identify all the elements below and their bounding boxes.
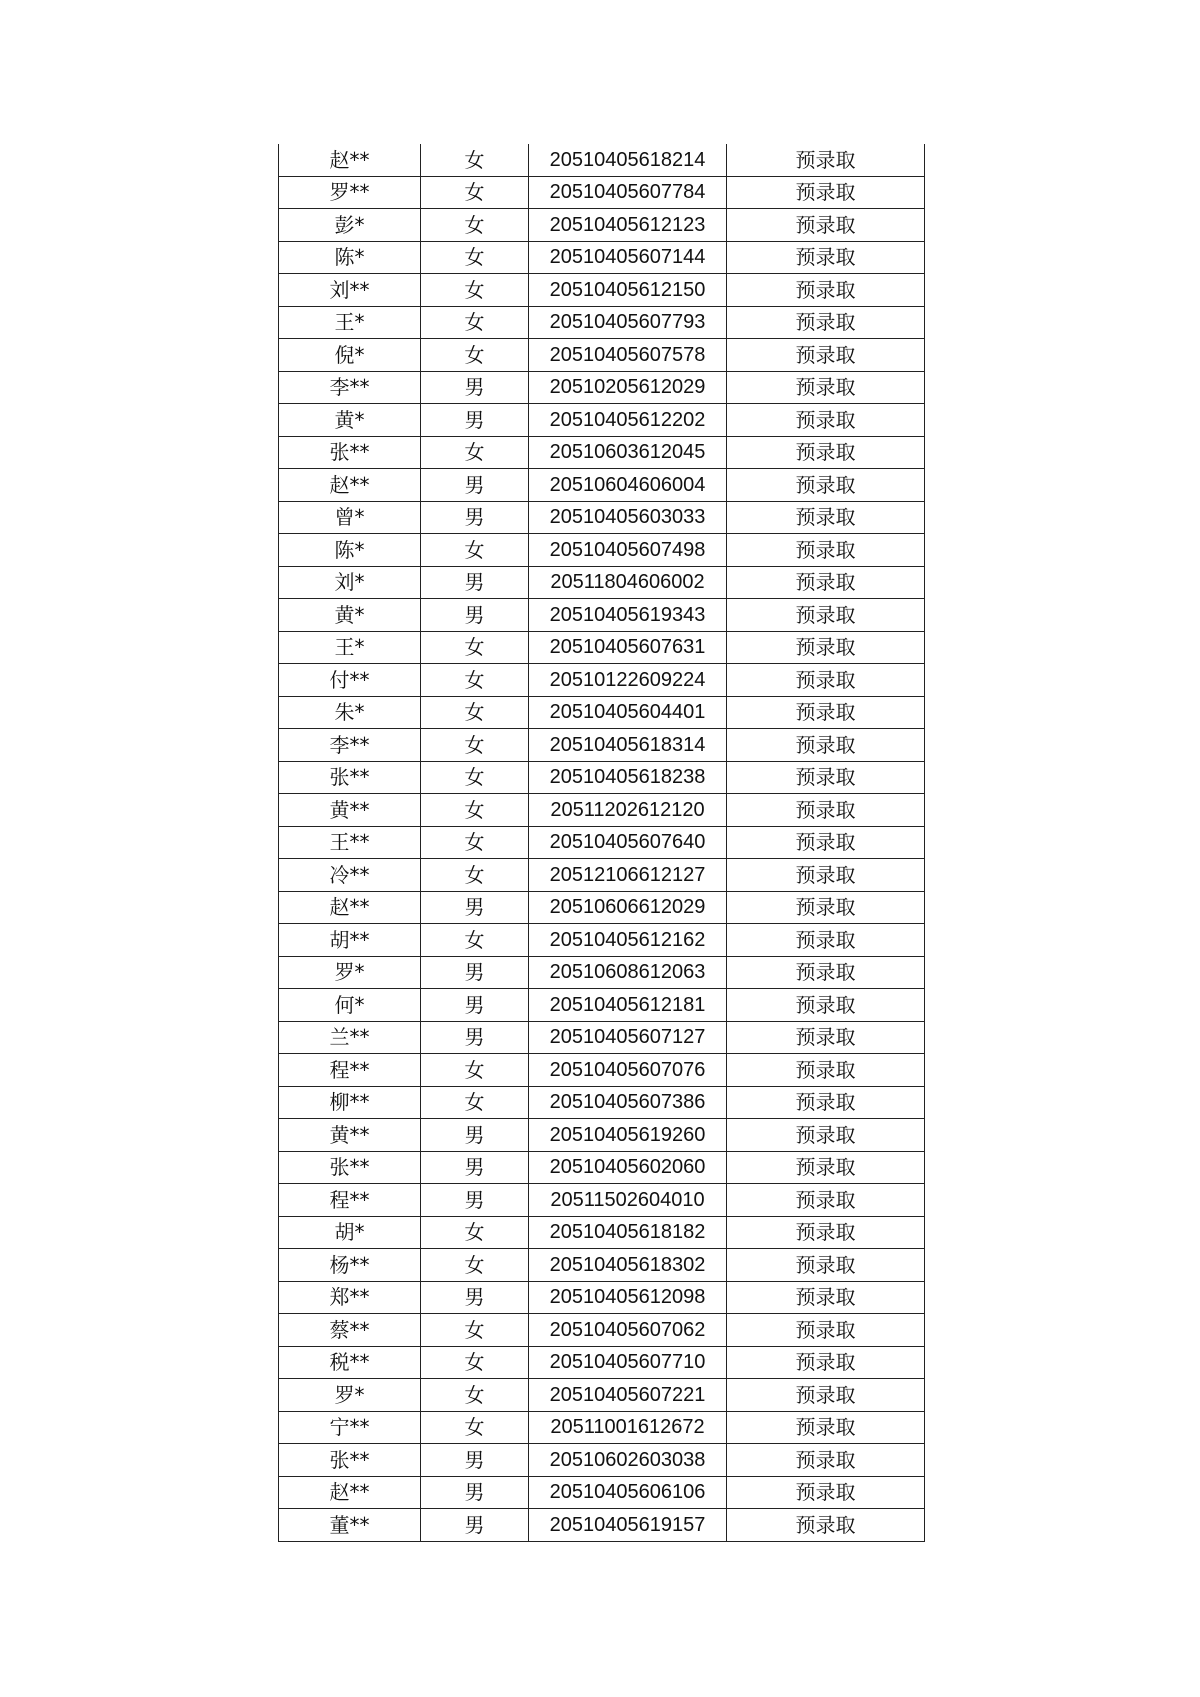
student-name-cell: 黄** [279, 1119, 421, 1152]
gender-cell: 女 [421, 631, 529, 664]
table-row [279, 534, 925, 567]
exam-id-cell: 20510405619157 [529, 1509, 727, 1542]
student-name-cell: 刘* [279, 566, 421, 599]
admission-status-cell: 预录取 [727, 664, 925, 697]
admission-status-cell: 预录取 [727, 1151, 925, 1184]
student-name-cell: 刘** [279, 274, 421, 307]
exam-id-cell: 20510603612045 [529, 436, 727, 469]
admission-status-cell: 预录取 [727, 729, 925, 762]
table-row [279, 729, 925, 762]
gender-cell: 女 [421, 924, 529, 957]
exam-id-cell: 20510405619343 [529, 599, 727, 632]
table-row [279, 1216, 925, 1249]
admission-status-cell: 预录取 [727, 404, 925, 437]
student-name-cell: 胡** [279, 924, 421, 957]
gender-cell: 男 [421, 566, 529, 599]
table-row [279, 1184, 925, 1217]
admission-status-cell: 预录取 [727, 371, 925, 404]
admission-status-cell: 预录取 [727, 144, 925, 176]
gender-cell: 男 [421, 1021, 529, 1054]
gender-cell: 男 [421, 989, 529, 1022]
gender-cell: 女 [421, 534, 529, 567]
exam-id-cell: 20510405618182 [529, 1216, 727, 1249]
table-row [279, 241, 925, 274]
gender-cell: 男 [421, 599, 529, 632]
gender-cell: 女 [421, 241, 529, 274]
student-name-cell: 曾* [279, 501, 421, 534]
student-name-cell: 罗* [279, 1379, 421, 1412]
table-row [279, 1281, 925, 1314]
admission-status-cell: 预录取 [727, 924, 925, 957]
student-name-cell: 董** [279, 1509, 421, 1542]
student-name-cell: 赵** [279, 144, 421, 176]
exam-id-cell: 20510405612150 [529, 274, 727, 307]
student-name-cell: 王** [279, 826, 421, 859]
table-row [279, 891, 925, 924]
table-row [279, 1411, 925, 1444]
exam-id-cell: 20510405607127 [529, 1021, 727, 1054]
gender-cell: 女 [421, 664, 529, 697]
admission-status-cell: 预录取 [727, 1119, 925, 1152]
table-row [279, 631, 925, 664]
table-row [279, 176, 925, 209]
student-name-cell: 黄** [279, 794, 421, 827]
table-row [279, 956, 925, 989]
admission-status-cell: 预录取 [727, 891, 925, 924]
table-row [279, 599, 925, 632]
admission-status-cell: 预录取 [727, 209, 925, 242]
gender-cell: 女 [421, 274, 529, 307]
exam-id-cell: 20510405618314 [529, 729, 727, 762]
exam-id-cell: 20510602603038 [529, 1444, 727, 1477]
admission-status-cell: 预录取 [727, 599, 925, 632]
student-name-cell: 程** [279, 1184, 421, 1217]
gender-cell: 男 [421, 469, 529, 502]
admission-table [278, 144, 925, 1542]
admission-status-cell: 预录取 [727, 1281, 925, 1314]
exam-id-cell: 20510405607386 [529, 1086, 727, 1119]
table-row [279, 859, 925, 892]
exam-id-cell: 20510405607578 [529, 339, 727, 372]
student-name-cell: 程** [279, 1054, 421, 1087]
admission-status-cell: 预录取 [727, 859, 925, 892]
student-name-cell: 兰** [279, 1021, 421, 1054]
admission-status-cell: 预录取 [727, 1314, 925, 1347]
admission-status-cell: 预录取 [727, 956, 925, 989]
student-name-cell: 张** [279, 761, 421, 794]
exam-id-cell: 20510405606106 [529, 1476, 727, 1509]
table-row [279, 696, 925, 729]
admission-status-cell: 预录取 [727, 176, 925, 209]
gender-cell: 男 [421, 1184, 529, 1217]
exam-id-cell: 20511804606002 [529, 566, 727, 599]
gender-cell: 男 [421, 1476, 529, 1509]
gender-cell: 男 [421, 1151, 529, 1184]
exam-id-cell: 20511202612120 [529, 794, 727, 827]
student-name-cell: 柳** [279, 1086, 421, 1119]
exam-id-cell: 20510405612098 [529, 1281, 727, 1314]
student-name-cell: 黄* [279, 404, 421, 437]
exam-id-cell: 20510405602060 [529, 1151, 727, 1184]
exam-id-cell: 20510606612029 [529, 891, 727, 924]
student-name-cell: 彭* [279, 209, 421, 242]
admission-status-cell: 预录取 [727, 534, 925, 567]
gender-cell: 男 [421, 1119, 529, 1152]
student-name-cell: 张** [279, 436, 421, 469]
gender-cell: 男 [421, 1281, 529, 1314]
gender-cell: 女 [421, 794, 529, 827]
admission-status-cell: 预录取 [727, 339, 925, 372]
gender-cell: 男 [421, 891, 529, 924]
exam-id-cell: 20511502604010 [529, 1184, 727, 1217]
gender-cell: 女 [421, 1054, 529, 1087]
table-row [279, 566, 925, 599]
student-name-cell: 赵** [279, 469, 421, 502]
exam-id-cell: 20510405607221 [529, 1379, 727, 1412]
gender-cell: 女 [421, 144, 529, 176]
table-row [279, 371, 925, 404]
student-name-cell: 李** [279, 371, 421, 404]
exam-id-cell: 20510405607076 [529, 1054, 727, 1087]
gender-cell: 女 [421, 696, 529, 729]
student-name-cell: 李** [279, 729, 421, 762]
student-name-cell: 王* [279, 631, 421, 664]
student-name-cell: 赵** [279, 891, 421, 924]
student-name-cell: 胡* [279, 1216, 421, 1249]
admission-status-cell: 预录取 [727, 1086, 925, 1119]
student-name-cell: 赵** [279, 1476, 421, 1509]
gender-cell: 女 [421, 859, 529, 892]
admission-status-cell: 预录取 [727, 274, 925, 307]
student-name-cell: 罗** [279, 176, 421, 209]
student-name-cell: 王* [279, 306, 421, 339]
admission-status-cell: 预录取 [727, 1509, 925, 1542]
table-row [279, 1119, 925, 1152]
admission-status-cell: 预录取 [727, 1346, 925, 1379]
admission-status-cell: 预录取 [727, 241, 925, 274]
gender-cell: 女 [421, 1346, 529, 1379]
gender-cell: 女 [421, 1249, 529, 1282]
admission-status-cell: 预录取 [727, 1216, 925, 1249]
table-row [279, 1509, 925, 1542]
exam-id-cell: 20510405612162 [529, 924, 727, 957]
gender-cell: 女 [421, 761, 529, 794]
gender-cell: 女 [421, 1314, 529, 1347]
exam-id-cell: 20510405607710 [529, 1346, 727, 1379]
admission-status-cell: 预录取 [727, 1184, 925, 1217]
exam-id-cell: 20510604606004 [529, 469, 727, 502]
admission-table-body [279, 144, 925, 1541]
exam-id-cell: 20510405618238 [529, 761, 727, 794]
admission-status-cell: 预录取 [727, 826, 925, 859]
admission-status-cell: 预录取 [727, 1249, 925, 1282]
table-row [279, 1444, 925, 1477]
student-name-cell: 冷** [279, 859, 421, 892]
gender-cell: 女 [421, 1086, 529, 1119]
admission-status-cell: 预录取 [727, 1379, 925, 1412]
exam-id-cell: 20510405612123 [529, 209, 727, 242]
exam-id-cell: 20510205612029 [529, 371, 727, 404]
table-row [279, 501, 925, 534]
student-name-cell: 付** [279, 664, 421, 697]
admission-status-cell: 预录取 [727, 631, 925, 664]
admission-status-cell: 预录取 [727, 501, 925, 534]
table-row [279, 989, 925, 1022]
gender-cell: 女 [421, 436, 529, 469]
gender-cell: 女 [421, 1411, 529, 1444]
table-row [279, 404, 925, 437]
table-row [279, 306, 925, 339]
table-row [279, 1346, 925, 1379]
gender-cell: 女 [421, 1379, 529, 1412]
gender-cell: 男 [421, 501, 529, 534]
admission-status-cell: 预录取 [727, 1021, 925, 1054]
student-name-cell: 黄* [279, 599, 421, 632]
student-name-cell: 罗* [279, 956, 421, 989]
exam-id-cell: 20510405607793 [529, 306, 727, 339]
student-name-cell: 郑** [279, 1281, 421, 1314]
table-row [279, 436, 925, 469]
admission-status-cell: 预录取 [727, 436, 925, 469]
gender-cell: 女 [421, 306, 529, 339]
gender-cell: 男 [421, 404, 529, 437]
exam-id-cell: 20510405607640 [529, 826, 727, 859]
student-name-cell: 张** [279, 1444, 421, 1477]
admission-status-cell: 预录取 [727, 761, 925, 794]
exam-id-cell: 20510405604401 [529, 696, 727, 729]
exam-id-cell: 20510405607062 [529, 1314, 727, 1347]
table-row [279, 1314, 925, 1347]
table-row [279, 1249, 925, 1282]
table-row [279, 826, 925, 859]
table-row [279, 209, 925, 242]
admission-status-cell: 预录取 [727, 306, 925, 339]
gender-cell: 男 [421, 1444, 529, 1477]
table-row [279, 1021, 925, 1054]
exam-id-cell: 20510608612063 [529, 956, 727, 989]
student-name-cell: 税** [279, 1346, 421, 1379]
table-row [279, 274, 925, 307]
student-name-cell: 何* [279, 989, 421, 1022]
exam-id-cell: 20510405619260 [529, 1119, 727, 1152]
student-name-cell: 倪* [279, 339, 421, 372]
table-row [279, 1476, 925, 1509]
admission-status-cell: 预录取 [727, 469, 925, 502]
exam-id-cell: 20511001612672 [529, 1411, 727, 1444]
admission-status-cell: 预录取 [727, 566, 925, 599]
exam-id-cell: 20512106612127 [529, 859, 727, 892]
table-row [279, 924, 925, 957]
table-row [279, 794, 925, 827]
exam-id-cell: 20510405618214 [529, 144, 727, 176]
admission-status-cell: 预录取 [727, 1054, 925, 1087]
table-row [279, 1054, 925, 1087]
admission-status-cell: 预录取 [727, 1476, 925, 1509]
exam-id-cell: 20510122609224 [529, 664, 727, 697]
admission-status-cell: 预录取 [727, 1444, 925, 1477]
admission-status-cell: 预录取 [727, 794, 925, 827]
student-name-cell: 陈* [279, 534, 421, 567]
table-row [279, 469, 925, 502]
gender-cell: 女 [421, 1216, 529, 1249]
student-name-cell: 陈* [279, 241, 421, 274]
gender-cell: 女 [421, 209, 529, 242]
admission-status-cell: 预录取 [727, 989, 925, 1022]
admission-status-cell: 预录取 [727, 696, 925, 729]
table-row [279, 144, 925, 176]
gender-cell: 男 [421, 956, 529, 989]
table-row [279, 339, 925, 372]
student-name-cell: 宁** [279, 1411, 421, 1444]
table-row [279, 761, 925, 794]
table-row [279, 1151, 925, 1184]
table-row [279, 1086, 925, 1119]
student-name-cell: 张** [279, 1151, 421, 1184]
gender-cell: 男 [421, 371, 529, 404]
table-row [279, 1379, 925, 1412]
gender-cell: 女 [421, 176, 529, 209]
gender-cell: 女 [421, 339, 529, 372]
exam-id-cell: 20510405612202 [529, 404, 727, 437]
table-row [279, 664, 925, 697]
student-name-cell: 朱* [279, 696, 421, 729]
admission-status-cell: 预录取 [727, 1411, 925, 1444]
student-name-cell: 杨** [279, 1249, 421, 1282]
exam-id-cell: 20510405607631 [529, 631, 727, 664]
exam-id-cell: 20510405607144 [529, 241, 727, 274]
student-name-cell: 蔡** [279, 1314, 421, 1347]
exam-id-cell: 20510405612181 [529, 989, 727, 1022]
gender-cell: 女 [421, 729, 529, 762]
exam-id-cell: 20510405618302 [529, 1249, 727, 1282]
exam-id-cell: 20510405603033 [529, 501, 727, 534]
gender-cell: 男 [421, 1509, 529, 1542]
gender-cell: 女 [421, 826, 529, 859]
exam-id-cell: 20510405607784 [529, 176, 727, 209]
exam-id-cell: 20510405607498 [529, 534, 727, 567]
